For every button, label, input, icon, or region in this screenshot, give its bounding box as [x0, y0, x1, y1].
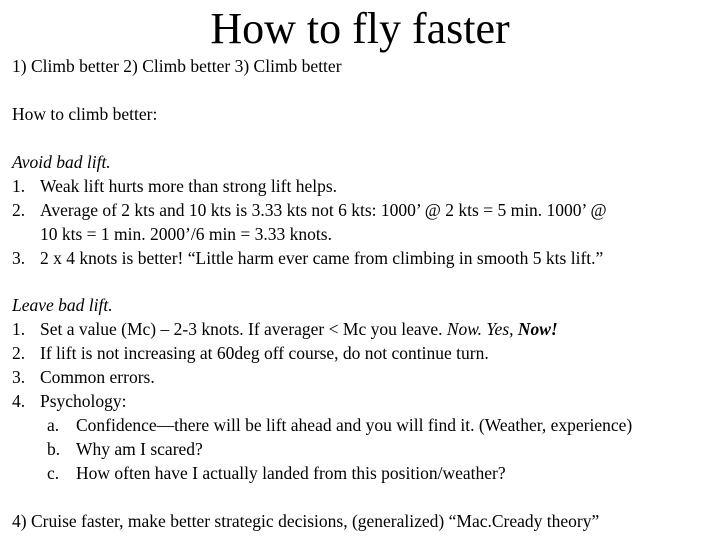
list-number: 3. [12, 367, 26, 387]
list-number: 1. [12, 319, 26, 339]
sublist-item: Why am I scared? [76, 439, 203, 459]
page-title: How to fly faster [210, 4, 510, 53]
sublist-letter: c. [47, 463, 60, 483]
sublist-letter: a. [47, 415, 60, 435]
intro-line: 1) Climb better 2) Climb better 3) Climb better [12, 56, 342, 76]
list-item: 2 x 4 knots is better! “Little harm ever came from climbing in smooth 5 kts lift.” [40, 248, 604, 268]
sublist-item: How often have I actually landed from this position/weather? [76, 463, 506, 483]
list-item: Psychology: [40, 391, 127, 411]
list-item: If lift is not increasing at 60deg off course, do not continue turn. [40, 343, 489, 363]
list-number: 3. [12, 248, 26, 268]
now-emphasis: Now. Yes, [446, 319, 518, 339]
list-number: 2. [12, 343, 26, 363]
list-item: Common errors. [40, 367, 155, 387]
list-number: 1. [12, 176, 26, 196]
list-item [40, 318, 558, 340]
avoid-heading: Avoid bad lift. [12, 152, 111, 172]
leave-heading: Leave bad lift. [12, 295, 113, 315]
cruise-line: 4) Cruise faster, make better strategic decisions, (generalized) “Mac.Cready theory” [12, 511, 600, 531]
sublist-item: Confidence—there will be lift ahead and you will find it. (Weather, experience) [76, 415, 633, 435]
now-bold-emphasis: Now! [517, 319, 558, 339]
climb-heading: How to climb better: [12, 104, 158, 124]
list-item-text: Set a value (Mc) – 2-3 knots. If averager < Mc you leave. [40, 319, 447, 339]
list-item: Average of 2 kts and 10 kts is 3.33 kts not 6 kts: 1000’ @ 2 kts = 5 min. 1000’ @ [40, 200, 607, 220]
list-number: 2. [12, 200, 26, 220]
list-item: Weak lift hurts more than strong lift helps. [40, 176, 338, 196]
sublist-letter: b. [47, 439, 61, 459]
list-number: 4. [12, 391, 26, 411]
list-item-continued: 10 kts = 1 min. 2000’/6 min = 3.33 knots. [40, 224, 332, 244]
